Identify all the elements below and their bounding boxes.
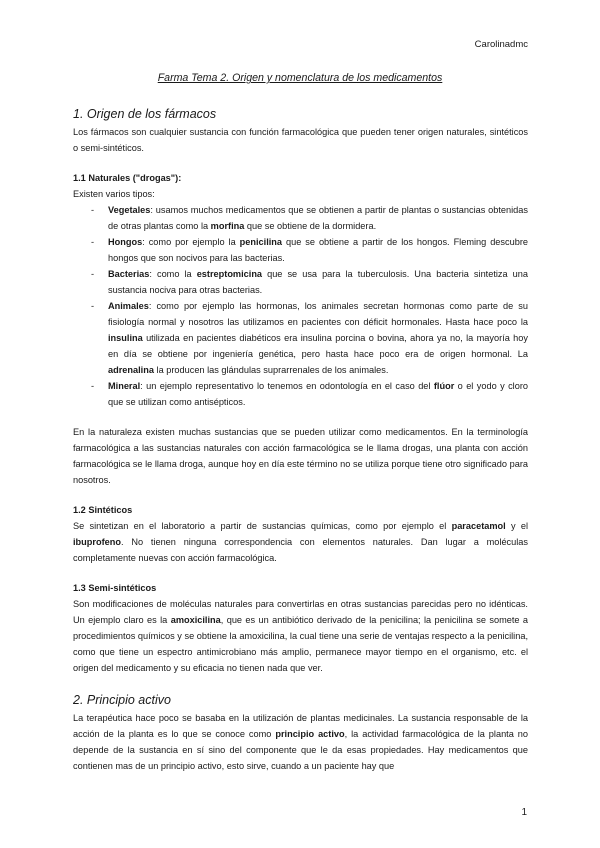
subsection-naturales-heading: 1.1 Naturales ("drogas"):	[73, 173, 182, 183]
list-item-vegetales: - Vegetales: usamos muchos medicamentos que se obtienen a partir de plantas o sustancias obtenidas de otras plantas como la morfina que se obtiene de la dormidera.	[73, 202, 528, 234]
document-title: Farma Tema 2. Origen y nomenclatura de los medicamentos	[157, 72, 443, 84]
subsection-semisinteticos-heading: 1.3 Semi-sintéticos	[73, 583, 157, 593]
semisinteticos-paragraph: Son modificaciones de moléculas naturales para convertirlas en otras sustancias parecidas pero no idénticas. Un ejemplo claro es la amoxicilina, que es un antibiótico derivado de la penicilina; la penicilina se somete a procedimientos químicos y se obtiene la amoxicilina, la cual tiene una serie de ventajas respecto a la penicilina, como que tiene un espectro antimicrobiano más amplio, permanece mayor tiempo en el organismo, etc. el origen del medicamento y su eficacia no tienen nada que ver.	[73, 599, 529, 673]
document-body	[73, 104, 528, 774]
principio-activo-paragraph: La terapéutica hace poco se basaba en la utilización de plantas medicinales. La sustancia responsable de la acción de la planta es lo que se conoce como principio activo, la actividad farmacológica de la planta no depende de la sustancia en sí sino del componente que le da esas propiedades. Hay medicamentos que contienen mas de un principio activo, esto sirve, cuando a un paciente hay que	[73, 713, 528, 771]
section1-intro: Los fármacos son cualquier sustancia con función farmacológica que pueden tener origen naturales, sintéticos o semi-sintéticos.	[73, 127, 528, 153]
author-header: Carolinadmc	[474, 39, 528, 50]
naturales-list	[73, 202, 528, 410]
section1-heading: 1. Origen de los fármacos	[73, 107, 217, 121]
subsection-sinteticos-heading: 1.2 Sintéticos	[73, 505, 133, 515]
list-item-animales: - Animales: como por ejemplo las hormonas, los animales secretan hormonas como parte de su fisiología normal y nosotros las utilizamos en pacientes con déficit hormonales. Hasta hace poco la insulina utilizada en pacientes diabéticos era insulina porcina o bovina, ahora ya no, la mayoría hoy en día se obtiene por ingeniería genética, pero hasta hace poco era de origen hormonal. La adrenalina la producen las glándulas suprarrenales de los animales.	[73, 298, 528, 378]
list-item-mineral: - Mineral: un ejemplo representativo lo tenemos en odontología en el caso del flúor o el yodo y cloro que se utilizan como antisépticos.	[73, 378, 528, 410]
section2-heading: 2. Principio activo	[73, 693, 171, 707]
subsection-naturales-lead: Existen varios tipos:	[73, 189, 155, 199]
naturales-closing-paragraph: En la naturaleza existen muchas sustancias que se pueden utilizar como medicamentos. En la terminología farmacológica a las sustancias naturales con acción farmacológica se le llama drogas, una planta con acción farmacológica se le llama droga, aunque hoy en día este término no se utiliza porque tiene otro significado para nosotros.	[73, 427, 528, 485]
page-number: 1	[521, 807, 527, 818]
sinteticos-paragraph: Se sintetizan en el laboratorio a partir de sustancias químicas, como por ejemplo el paracetamol y el ibuprofeno. No tienen ninguna correspondencia con elementos naturales. Dan lugar a moléculas completamente nuevas con acción farmacológica.	[73, 521, 528, 563]
list-item-hongos: - Hongos: como por ejemplo la penicilina que se obtiene a partir de los hongos. Fleming descubre hongos que son nocivos para las bacterias.	[73, 234, 528, 266]
list-item-bacterias: - Bacterias: como la estreptomicina que se usa para la tuberculosis. Una bacteria sintetiza una sustancia nociva para otras bacterias.	[73, 266, 528, 298]
